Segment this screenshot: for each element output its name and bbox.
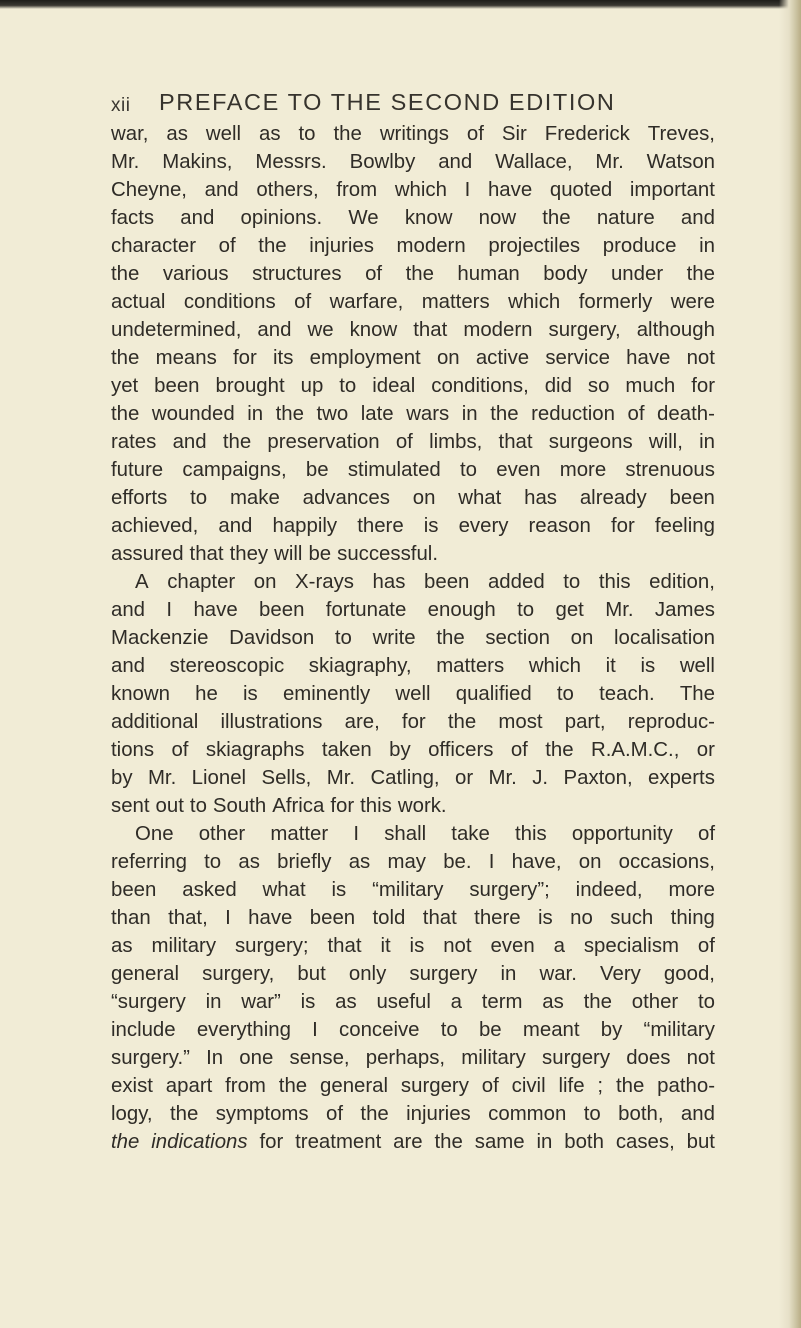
text-line: referring to as briefly as may be. I have, on occasions, bbox=[111, 851, 715, 873]
running-head: PREFACE TO THE SECOND EDITION bbox=[159, 89, 616, 115]
text-line: “surgery in war” is as useful a term as the other to bbox=[111, 991, 715, 1013]
text-line: the means for its employment on active service have not bbox=[111, 347, 715, 369]
text-line: facts and opinions. We know now the nature and bbox=[111, 207, 715, 229]
text-line: war, as well as to the writings of Sir Frederick Treves, bbox=[111, 123, 715, 145]
text-line: the various structures of the human body under the bbox=[111, 263, 715, 285]
text-line: A chapter on X-rays has been added to this edition, bbox=[135, 571, 715, 593]
text-line: general surgery, but only surgery in war. Very good, bbox=[111, 963, 715, 985]
text-line: as military surgery; that it is not even a specialism of bbox=[111, 935, 715, 957]
text-line: assured that they will be successful. bbox=[111, 543, 438, 565]
text-line: achieved, and happily there is every reason for feeling bbox=[111, 515, 715, 537]
text-line: and I have been fortunate enough to get Mr. James bbox=[111, 599, 715, 621]
text-line: One other matter I shall take this opportunity of bbox=[135, 823, 715, 845]
text-line: include everything I conceive to be meant by “military bbox=[111, 1019, 715, 1041]
preface-body-text bbox=[111, 120, 715, 1156]
text-line: exist apart from the general surgery of civil life ; the patho- bbox=[111, 1075, 715, 1097]
text-line: than that, I have been told that there is no such thing bbox=[111, 907, 715, 929]
text-line: Cheyne, and others, from which I have quoted important bbox=[111, 179, 715, 201]
page-top-edge bbox=[0, 0, 801, 9]
text-line: Mr. Makins, Messrs. Bowlby and Wallace, Mr. Watson bbox=[111, 151, 715, 173]
text-line: logy, the symptoms of the injuries common to both, and bbox=[111, 1103, 715, 1125]
page-right-edge bbox=[779, 0, 801, 1328]
text-line: sent out to South Africa for this work. bbox=[111, 795, 447, 817]
text-line: the indications for treatment are the same in both cases, but bbox=[111, 1131, 715, 1153]
page-number: xii bbox=[111, 95, 131, 116]
text-line: additional illustrations are, for the most part, reproduc- bbox=[111, 711, 715, 733]
text-line: character of the injuries modern projectiles produce in bbox=[111, 235, 715, 257]
text-line: future campaigns, be stimulated to even more strenuous bbox=[111, 459, 715, 481]
text-line: yet been brought up to ideal conditions, did so much for bbox=[111, 375, 715, 397]
text-line: undetermined, and we know that modern surgery, although bbox=[111, 319, 715, 341]
text-line: surgery.” In one sense, perhaps, military surgery does not bbox=[111, 1047, 715, 1069]
page-header bbox=[111, 89, 711, 123]
text-line: Mackenzie Davidson to write the section on localisation bbox=[111, 627, 715, 649]
text-line: actual conditions of warfare, matters which formerly were bbox=[111, 291, 715, 313]
text-line: the wounded in the two late wars in the reduction of death- bbox=[111, 403, 715, 425]
text-line: and stereoscopic skiagraphy, matters which it is well bbox=[111, 655, 715, 677]
text-line: by Mr. Lionel Sells, Mr. Catling, or Mr. J. Paxton, experts bbox=[111, 767, 715, 789]
text-line: efforts to make advances on what has already been bbox=[111, 487, 715, 509]
text-line: known he is eminently well qualified to teach. The bbox=[111, 683, 715, 705]
text-line: tions of skiagraphs taken by officers of the R.A.M.C., or bbox=[111, 739, 715, 761]
text-line: rates and the preservation of limbs, that surgeons will, in bbox=[111, 431, 715, 453]
text-line: been asked what is “military surgery”; indeed, more bbox=[111, 879, 715, 901]
